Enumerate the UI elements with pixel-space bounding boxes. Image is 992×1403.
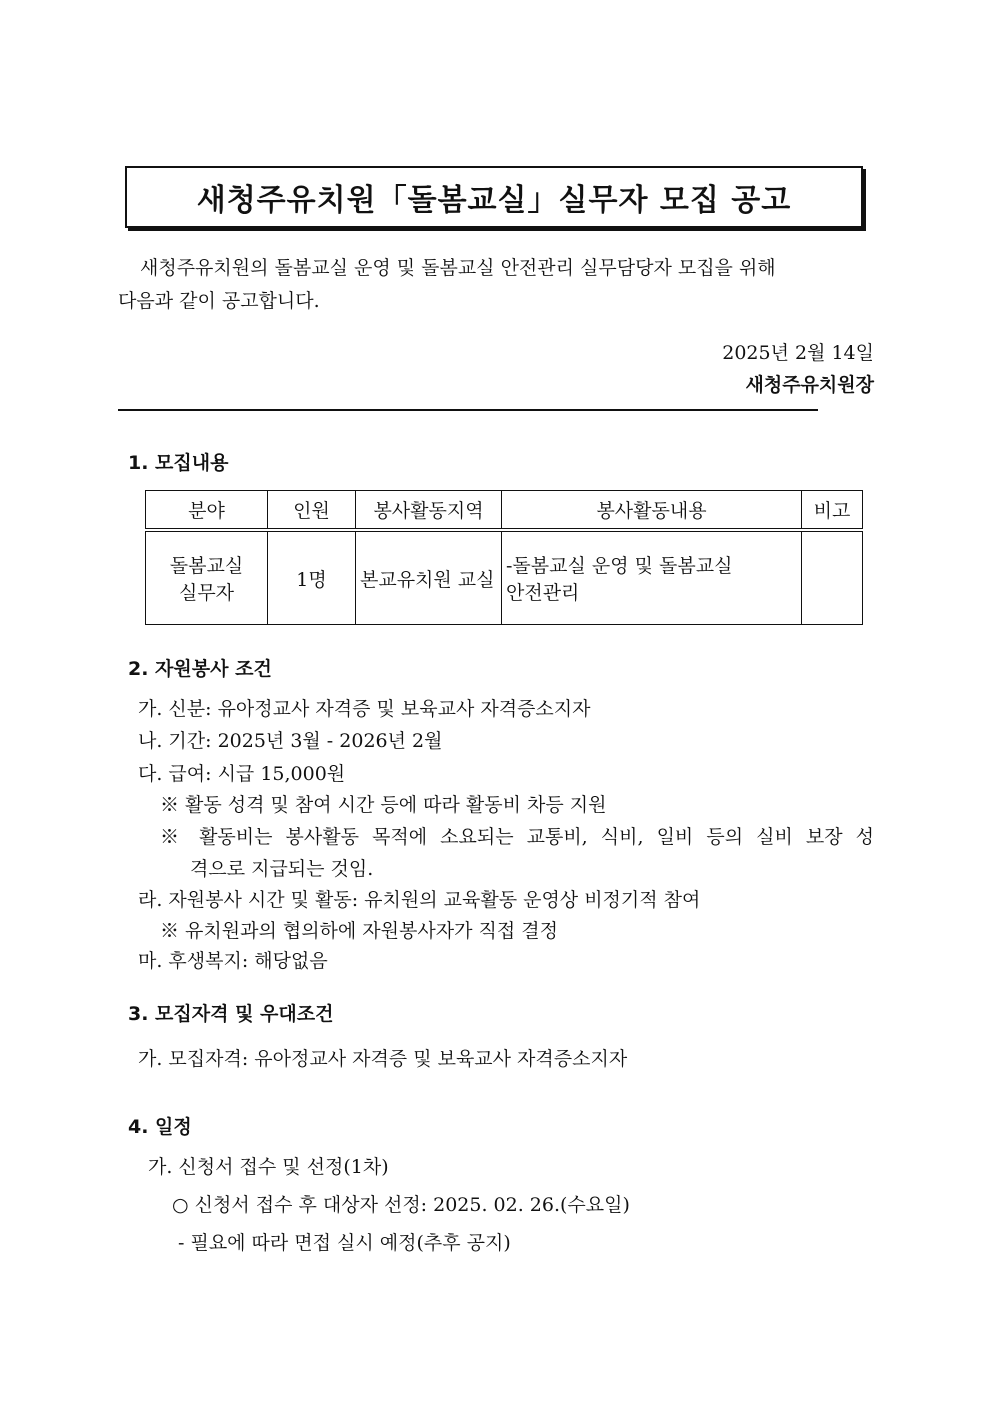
note-pay-differential: ※ 활동 성격 및 참여 시간 등에 따라 활동비 차등 지원: [160, 794, 607, 816]
recruitment-table: [145, 490, 863, 625]
header-note: 비고: [802, 491, 863, 531]
divider: [118, 409, 818, 411]
cell-content: [502, 530, 802, 625]
note-time: ※ 유치원과의 협의하에 자원봉사자가 직접 결정: [160, 920, 558, 942]
note-expense-line-1: ※ 활동비는 봉사활동 목적에 소요되는 교통비, 식비, 일비 등의 실비 보장 성: [160, 826, 874, 848]
qualification: 가. 모집자격: 유아정교사 자격증 및 보육교사 자격증소지자: [138, 1048, 628, 1070]
schedule-item: 가. 신청서 접수 및 선정(1차): [148, 1156, 389, 1178]
header-count: 인원: [268, 491, 356, 531]
cell-field-line-1: 돌봄교실: [169, 555, 244, 577]
header-content: 봉사활동내용: [502, 491, 802, 531]
schedule-interview-note: - 필요에 따라 면접 실시 예정(추후 공지): [178, 1232, 511, 1254]
cell-content-line-2: 안전관리: [506, 582, 580, 604]
condition-welfare: 마. 후생복지: 해당없음: [138, 950, 328, 972]
page-title: 새청주유치원「돌봄교실」실무자 모집 공고: [196, 183, 792, 218]
schedule-selection: ○ 신청서 접수 후 대상자 선정: 2025. 02. 26.(수요일): [172, 1194, 630, 1216]
header-area: 봉사활동지역: [356, 491, 502, 531]
table-header-row: [146, 491, 863, 531]
section-1-heading: 1. 모집내용: [128, 452, 229, 474]
table-row: [146, 530, 863, 625]
cell-content-line-1: -돌봄교실 운영 및 돌봄교실: [506, 555, 733, 577]
condition-status: 가. 신분: 유아정교사 자격증 및 보육교사 자격증소지자: [138, 698, 591, 720]
cell-count: 1명: [268, 530, 356, 625]
condition-period: 나. 기간: 2025년 3월 - 2026년 2월: [138, 730, 443, 752]
notice-date: 2025년 2월 14일: [722, 342, 874, 364]
cell-note: [802, 530, 863, 625]
intro-line-1: 새청주유치원의 돌봄교실 운영 및 돌봄교실 안전관리 실무담당자 모집을 위해: [140, 257, 776, 279]
condition-time: 라. 자원봉사 시간 및 활동: 유치원의 교육활동 운영상 비정기적 참여: [138, 889, 701, 911]
condition-pay: 다. 급여: 시급 15,000원: [138, 763, 346, 785]
title-box: [125, 166, 863, 228]
section-4-heading: 4. 일정: [128, 1116, 192, 1138]
cell-area: 본교유치원 교실: [356, 530, 502, 625]
section-2-heading: 2. 자원봉사 조건: [128, 658, 272, 680]
cell-field-line-2: 실무자: [178, 582, 235, 604]
note-expense-line-2: 격으로 지급되는 것임.: [190, 858, 374, 880]
header-field: 분야: [146, 491, 268, 531]
intro-line-2: 다음과 같이 공고합니다.: [118, 290, 320, 312]
signer: 새청주유치원장: [745, 374, 874, 396]
section-3-heading: 3. 모집자격 및 우대조건: [128, 1003, 334, 1025]
cell-field: [146, 530, 268, 625]
